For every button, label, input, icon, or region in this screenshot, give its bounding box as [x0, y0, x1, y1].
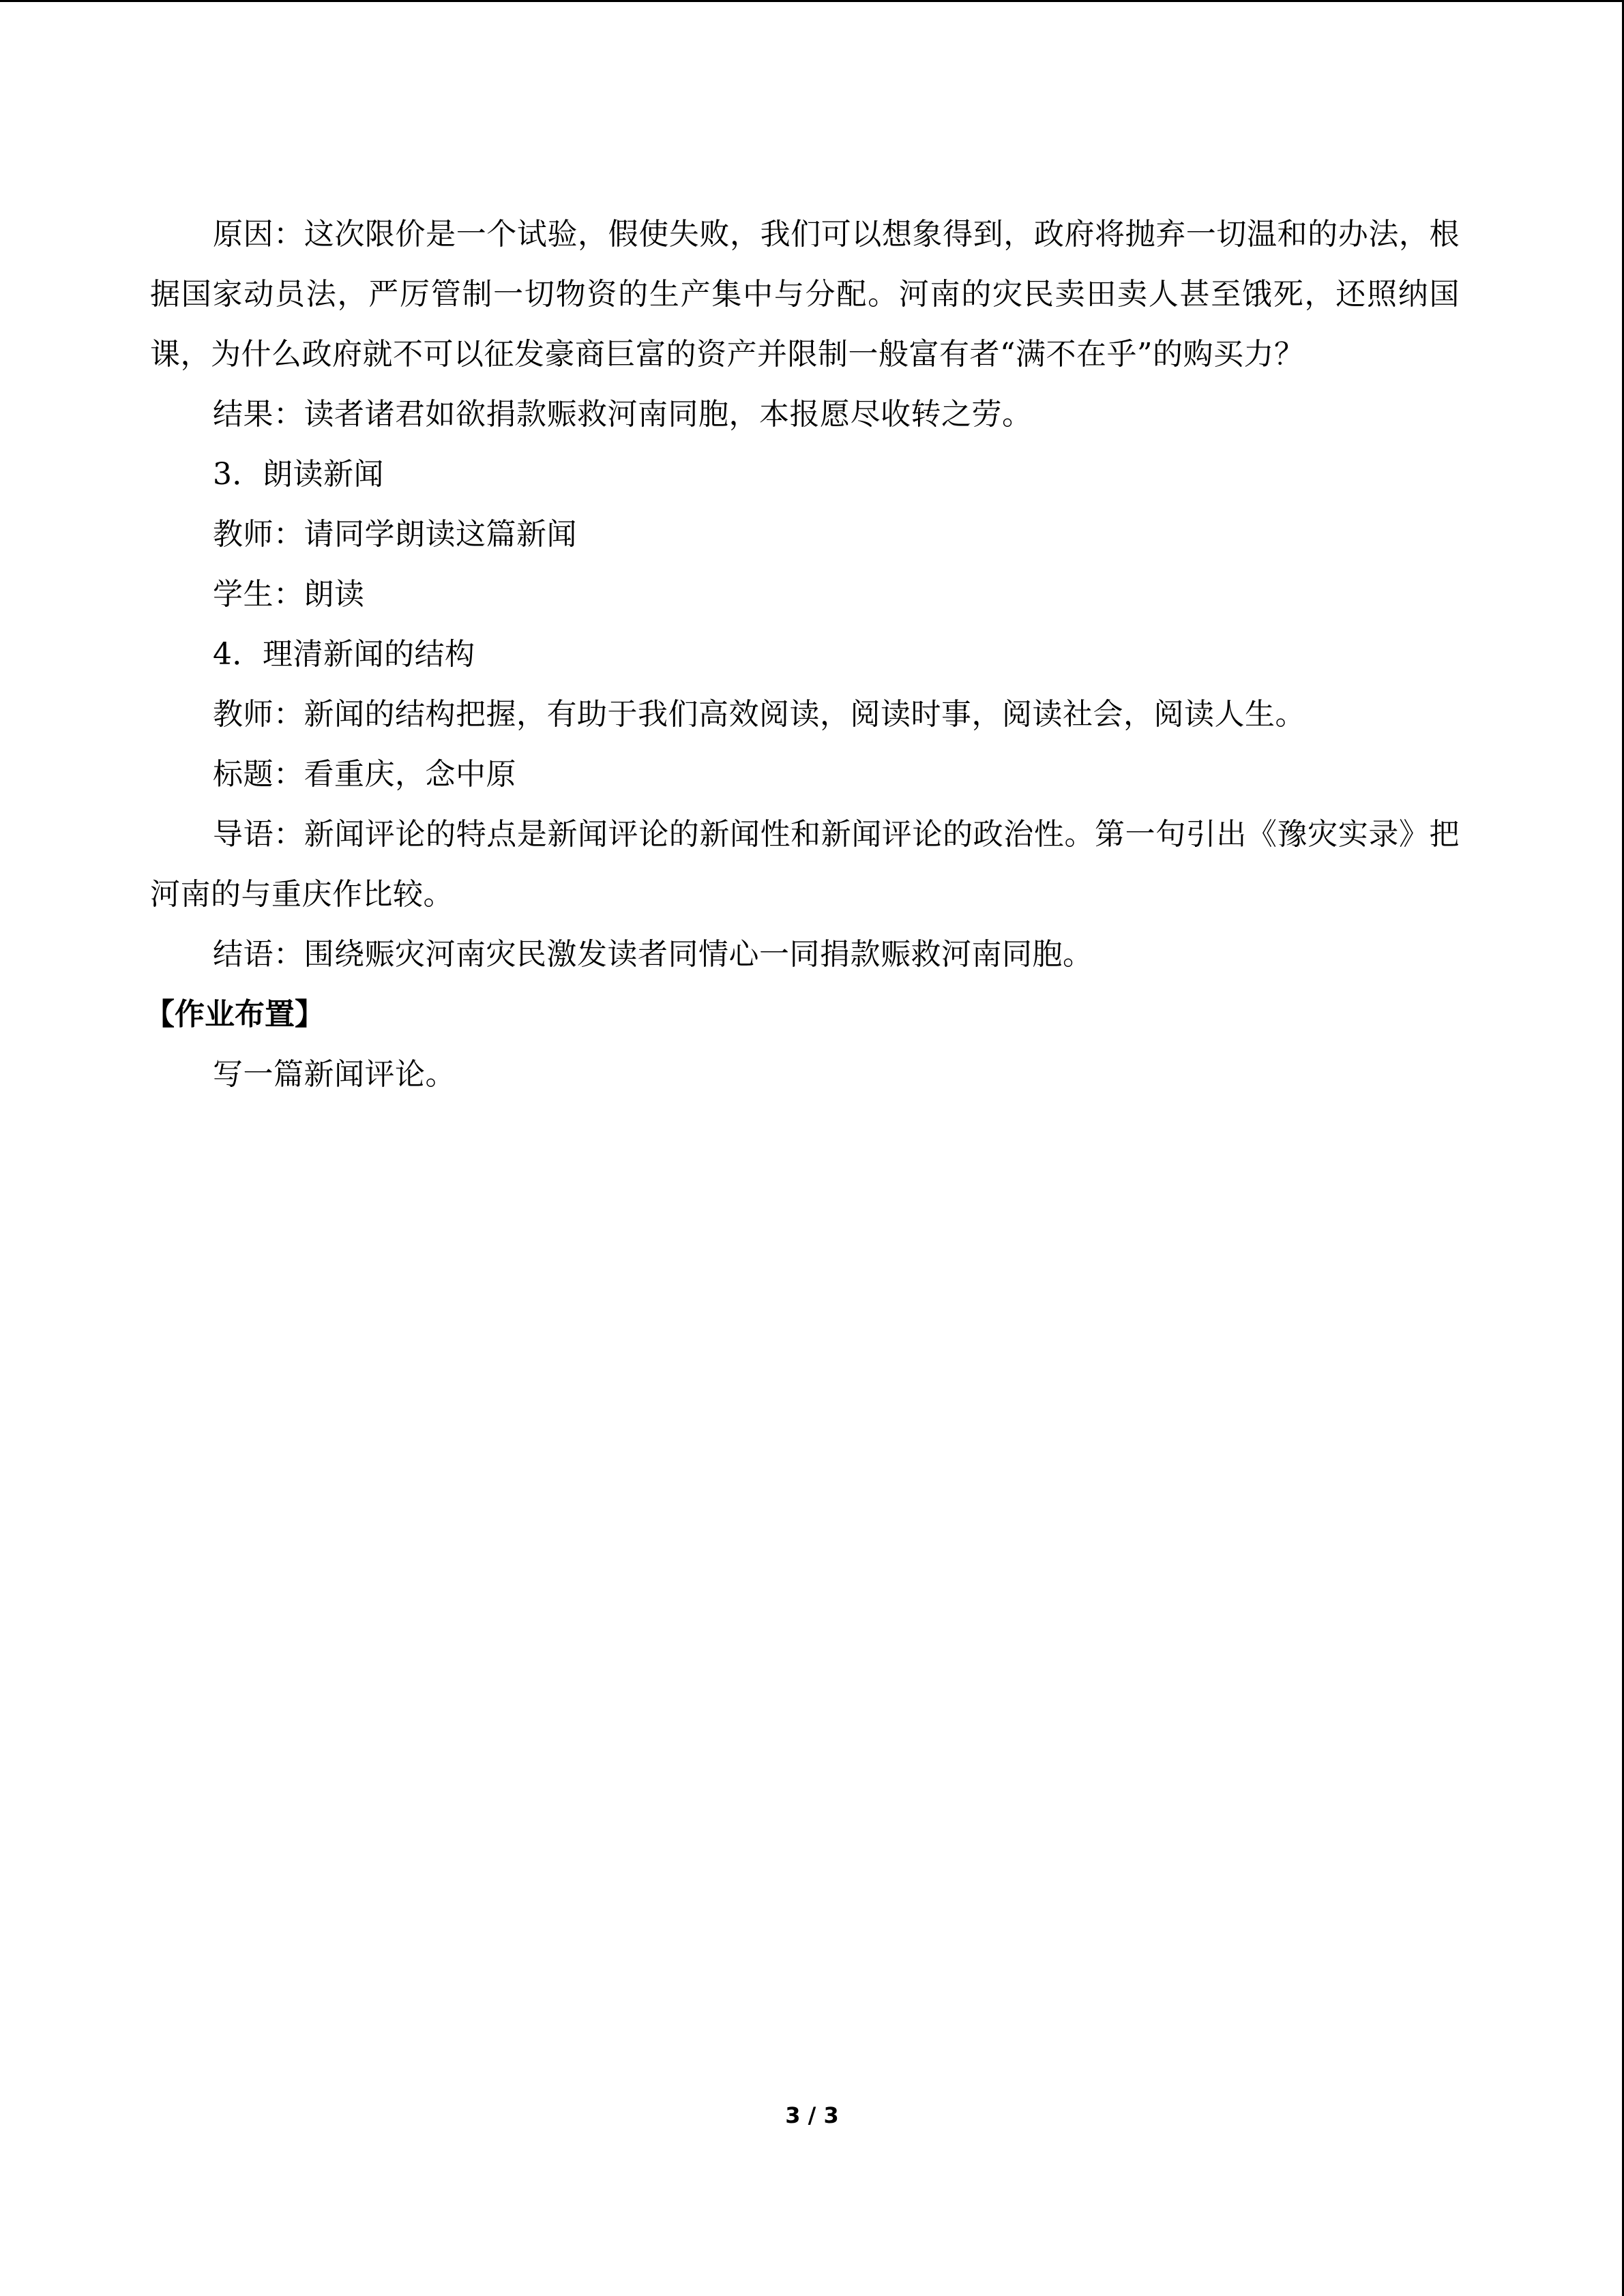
homework-heading: 【作业布置】	[145, 997, 325, 1032]
document-body	[145, 205, 1460, 1105]
homework-text: 写一篇新闻评论。	[213, 1057, 456, 1092]
step-read-news: 3．朗读新闻	[213, 457, 384, 492]
step-structure: 4．理清新闻的结构	[213, 637, 475, 672]
paragraph-conclusion: 结语：围绕赈灾河南灾民激发读者同情心一同捐款赈救河南同胞。	[213, 937, 1093, 972]
paragraph-student-read: 学生：朗读	[213, 577, 365, 612]
paragraph-lead: 导语：新闻评论的特点是新闻评论的新闻性和新闻评论的政治性。第一句引出《豫灾实录》把河南的与重庆作比较。	[150, 817, 1460, 912]
paragraph-reason: 原因：这次限价是一个试验，假使失败，我们可以想象得到，政府将抛弃一切温和的办法，根据国家动员法，严厉管制一切物资的生产集中与分配。河南的灾民卖田卖人甚至饿死，还照纳国课，为什么政府就不可以征发豪商巨富的资产并限制一般富有者“满不在乎”的购买力？	[150, 217, 1460, 372]
paragraph-teacher-structure: 教师：新闻的结构把握，有助于我们高效阅读，阅读时事，阅读社会，阅读人生。	[213, 697, 1305, 732]
paragraph-result: 结果：读者诸君如欲捐款赈救河南同胞，本报愿尽收转之劳。	[213, 397, 1033, 432]
paragraph-title: 标题：看重庆，念中原	[213, 757, 516, 792]
page-number: 3 / 3	[785, 2102, 839, 2128]
paragraph-teacher-read: 教师：请同学朗读这篇新闻	[213, 517, 577, 552]
